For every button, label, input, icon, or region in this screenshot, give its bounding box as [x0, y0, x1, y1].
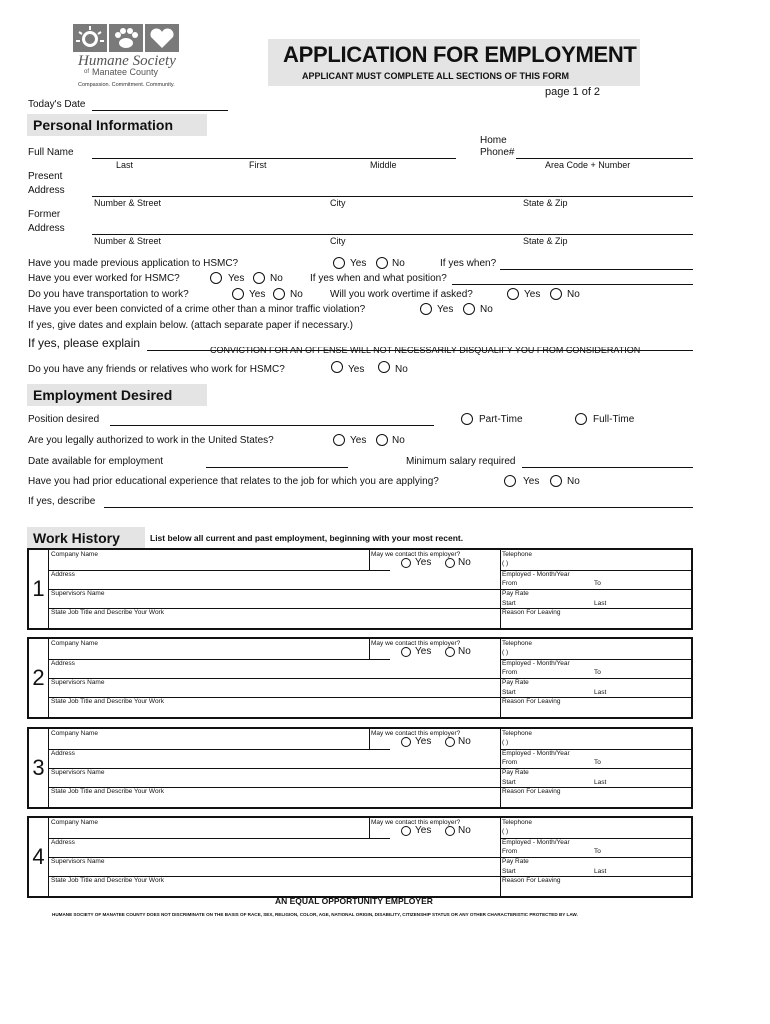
no-label: No [567, 289, 580, 300]
company-name-label[interactable]: Company Name [51, 551, 98, 558]
may-contact-label: May we contact this employer? [371, 551, 461, 558]
yes-label: Yes [524, 289, 541, 300]
company-name-label[interactable]: Company Name [51, 730, 98, 737]
convicted-no-radio[interactable] [463, 303, 475, 315]
last-label[interactable]: Last [594, 600, 607, 607]
home-phone-label-1: Home [480, 135, 507, 146]
employer-block [27, 816, 693, 898]
job-title-label[interactable]: State Job Title and Describe Your Work [51, 698, 164, 705]
street-caption: Number & Street [94, 198, 162, 208]
no-label: No [480, 304, 493, 315]
pay-rate-label: Pay Rate [502, 858, 529, 865]
previous-application-question: Have you made previous application to HSMC? [28, 258, 239, 269]
pay-rate-label: Pay Rate [502, 590, 529, 597]
may-contact-yes-radio[interactable] [401, 737, 411, 747]
position-when-label: If yes when and what position? [310, 273, 447, 284]
telephone-paren: ( ) [502, 828, 509, 835]
reason-leaving-label[interactable]: Reason For Leaving [502, 788, 561, 795]
yes-label: Yes [523, 476, 540, 487]
to-label[interactable]: To [594, 848, 601, 855]
address-label[interactable]: Address [51, 660, 75, 667]
to-label[interactable]: To [594, 580, 601, 587]
full-name-label: Full Name [28, 147, 74, 158]
employer-number: 2 [29, 639, 49, 717]
no-label: No [270, 273, 283, 284]
if-yes-when-label: If yes when? [440, 258, 497, 269]
former-address-field[interactable] [92, 234, 693, 235]
employer-block [27, 637, 693, 719]
convicted-yes-radio[interactable] [420, 303, 432, 315]
work-history-heading: Work History [27, 527, 145, 549]
employed-label: Employed - Month/Year [502, 571, 570, 578]
home-phone-label-2: Phone# [480, 147, 515, 158]
yes-label: Yes [228, 273, 245, 284]
job-title-label[interactable]: State Job Title and Describe Your Work [51, 609, 164, 616]
start-label[interactable]: Start [502, 689, 516, 696]
logo [70, 24, 190, 92]
position-desired-label: Position desired [28, 414, 100, 425]
present-address-label-2: Address [28, 185, 65, 196]
last-label[interactable]: Last [594, 779, 607, 786]
from-label[interactable]: From [502, 759, 518, 766]
explain-label: If yes, please explain [28, 336, 141, 350]
no-label: No [458, 557, 471, 568]
yes-label: Yes [415, 557, 432, 568]
no-label: No [392, 435, 405, 446]
employed-label: Employed - Month/Year [502, 660, 570, 667]
may-contact-yes-radio[interactable] [401, 826, 411, 836]
employer-number: 3 [29, 729, 49, 807]
no-label: No [392, 258, 405, 269]
city-caption: City [330, 236, 346, 246]
todays-date-field[interactable] [92, 110, 228, 111]
equal-opportunity-label: AN EQUAL OPPORTUNITY EMPLOYER [275, 896, 433, 906]
describe-label: If yes, describe [28, 496, 96, 507]
min-salary-label: Minimum salary required [406, 456, 516, 467]
may-contact-label: May we contact this employer? [371, 819, 461, 826]
page-subtitle: APPLICANT MUST COMPLETE ALL SECTIONS OF THIS FORM [302, 71, 569, 81]
telephone-label[interactable]: Telephone [502, 819, 532, 826]
may-contact-label: May we contact this employer? [371, 730, 461, 737]
page-number: page 1 of 2 [545, 86, 601, 98]
middle-name-caption: Middle [370, 160, 397, 170]
yes-label: Yes [350, 435, 367, 446]
company-name-label[interactable]: Company Name [51, 819, 98, 826]
telephone-label[interactable]: Telephone [502, 640, 532, 647]
address-label[interactable]: Address [51, 839, 75, 846]
home-phone-field[interactable] [516, 158, 693, 159]
former-address-label-1: Former [28, 209, 61, 220]
page-title: APPLICATION FOR EMPLOYMENT [283, 42, 637, 67]
describe-field[interactable] [104, 507, 693, 508]
non-discrimination-statement: HUMANE SOCIETY OF MANATEE COUNTY DOES NOT DISCRIMINATE ON THE BASIS OF RACE, SEX, RELIGION, COLOR, AGE, NATIONAL ORIGIN, DISABILITY, CITIZENSHIP STATUS OR ANY OTHER CHARACTERISTIC PROTECTED BY LAW. [52, 912, 578, 917]
work-history-instruction: List below all current and past employment, beginning with your most recent. [150, 533, 464, 543]
from-label[interactable]: From [502, 848, 518, 855]
min-salary-field[interactable] [522, 467, 693, 468]
heart-icon [145, 24, 179, 52]
start-label[interactable]: Start [502, 779, 516, 786]
logo-name: Humane Society [78, 53, 176, 69]
worked-question: Have you ever worked for HSMC? [28, 273, 180, 284]
employed-label: Employed - Month/Year [502, 750, 570, 757]
address-label[interactable]: Address [51, 571, 75, 578]
may-contact-no-radio[interactable] [445, 558, 455, 568]
last-label[interactable]: Last [594, 868, 607, 875]
authorized-no-radio[interactable] [376, 434, 388, 446]
personal-section-heading: Personal Information [27, 114, 207, 136]
may-contact-no-radio[interactable] [445, 737, 455, 747]
full-time-radio[interactable] [575, 413, 587, 425]
employment-section-heading: Employment Desired [27, 384, 207, 406]
worked-yes-radio[interactable] [210, 272, 222, 284]
position-desired-field[interactable] [110, 425, 434, 426]
may-contact-no-radio[interactable] [445, 647, 455, 657]
paw-icon [109, 24, 143, 52]
present-address-field[interactable] [92, 196, 693, 197]
logo-of: of [84, 69, 90, 75]
friends-no-radio[interactable] [378, 361, 390, 373]
yes-label: Yes [249, 289, 266, 300]
sun-icon [73, 24, 107, 52]
friends-yes-radio[interactable] [331, 361, 343, 373]
previous-application-no-radio[interactable] [376, 257, 388, 269]
overtime-yes-radio[interactable] [507, 288, 519, 300]
logo-county: Manatee County [92, 67, 159, 77]
reason-leaving-label[interactable]: Reason For Leaving [502, 609, 561, 616]
prior-education-yes-radio[interactable] [504, 475, 516, 487]
authorized-yes-radio[interactable] [333, 434, 345, 446]
logo-tagline: Compassion. Commitment. Community. [78, 82, 175, 88]
supervisor-label[interactable]: Supervisors Name [51, 769, 105, 776]
telephone-label[interactable]: Telephone [502, 730, 532, 737]
part-time-radio[interactable] [461, 413, 473, 425]
yes-label: Yes [350, 258, 367, 269]
reason-leaving-label[interactable]: Reason For Leaving [502, 698, 561, 705]
no-label: No [458, 736, 471, 747]
part-time-label: Part-Time [479, 414, 523, 425]
start-label[interactable]: Start [502, 868, 516, 875]
may-contact-yes-radio[interactable] [401, 647, 411, 657]
no-label: No [567, 476, 580, 487]
job-title-label[interactable]: State Job Title and Describe Your Work [51, 877, 164, 884]
prior-education-no-radio[interactable] [550, 475, 562, 487]
telephone-paren: ( ) [502, 649, 509, 656]
prior-education-question: Have you had prior educational experience that relates to the job for which you are applying? [28, 476, 439, 487]
no-label: No [395, 364, 408, 375]
city-caption: City [330, 198, 346, 208]
job-title-label[interactable]: State Job Title and Describe Your Work [51, 788, 164, 795]
yes-label: Yes [415, 646, 432, 657]
overtime-question: Will you work overtime if asked? [330, 289, 473, 300]
company-name-label[interactable]: Company Name [51, 640, 98, 647]
may-contact-yes-radio[interactable] [401, 558, 411, 568]
to-label[interactable]: To [594, 669, 601, 676]
todays-date-label: Today's Date [28, 99, 86, 110]
convicted-question: Have you ever been convicted of a crime other than a minor traffic violation? [28, 304, 366, 315]
last-name-caption: Last [116, 160, 134, 170]
former-address-label-2: Address [28, 223, 65, 234]
conviction-note: CONVICTION FOR AN OFFENSE WILL NOT NECESSARILY DISQUALIFY YOU FROM CONSIDERATION [210, 347, 641, 355]
no-label: No [290, 289, 303, 300]
first-name-caption: First [249, 160, 267, 170]
employer-number: 1 [29, 550, 49, 628]
reason-leaving-label[interactable]: Reason For Leaving [502, 877, 561, 884]
telephone-paren: ( ) [502, 560, 509, 567]
supervisor-label[interactable]: Supervisors Name [51, 679, 105, 686]
no-label: No [458, 825, 471, 836]
worked-no-radio[interactable] [253, 272, 265, 284]
state-zip-caption: State & Zip [523, 236, 568, 246]
transportation-no-radio[interactable] [273, 288, 285, 300]
pay-rate-label: Pay Rate [502, 679, 529, 686]
street-caption: Number & Street [94, 236, 162, 246]
employer-block [27, 727, 693, 809]
present-address-label-1: Present [28, 171, 63, 182]
authorized-question: Are you legally authorized to work in the United States? [28, 435, 274, 446]
supervisor-label[interactable]: Supervisors Name [51, 858, 105, 865]
start-label[interactable]: Start [502, 600, 516, 607]
transportation-yes-radio[interactable] [232, 288, 244, 300]
last-label[interactable]: Last [594, 689, 607, 696]
previous-application-yes-radio[interactable] [333, 257, 345, 269]
full-name-field[interactable] [92, 158, 456, 159]
give-dates-instruction: If yes, give dates and explain below. (attach separate paper if necessary.) [28, 320, 353, 331]
employed-label: Employed - Month/Year [502, 839, 570, 846]
if-yes-when-field[interactable] [500, 269, 693, 270]
full-time-label: Full-Time [593, 414, 635, 425]
date-available-label: Date available for employment [28, 456, 164, 467]
pay-rate-label: Pay Rate [502, 769, 529, 776]
from-label[interactable]: From [502, 580, 518, 587]
area-code-caption: Area Code + Number [545, 160, 631, 170]
no-label: No [458, 646, 471, 657]
telephone-label[interactable]: Telephone [502, 551, 532, 558]
yes-label: Yes [415, 825, 432, 836]
date-available-field[interactable] [206, 467, 348, 468]
employer-block [27, 548, 693, 630]
friends-question: Do you have any friends or relatives who work for HSMC? [28, 364, 285, 375]
address-label[interactable]: Address [51, 750, 75, 757]
employer-number: 4 [29, 818, 49, 896]
supervisor-label[interactable]: Supervisors Name [51, 590, 105, 597]
telephone-paren: ( ) [502, 739, 509, 746]
to-label[interactable]: To [594, 759, 601, 766]
yes-label: Yes [437, 304, 454, 315]
yes-label: Yes [348, 364, 365, 375]
position-when-field[interactable] [452, 284, 693, 285]
overtime-no-radio[interactable] [550, 288, 562, 300]
may-contact-label: May we contact this employer? [371, 640, 461, 647]
yes-label: Yes [415, 736, 432, 747]
transportation-question: Do you have transportation to work? [28, 289, 189, 300]
state-zip-caption: State & Zip [523, 198, 568, 208]
from-label[interactable]: From [502, 669, 518, 676]
may-contact-no-radio[interactable] [445, 826, 455, 836]
